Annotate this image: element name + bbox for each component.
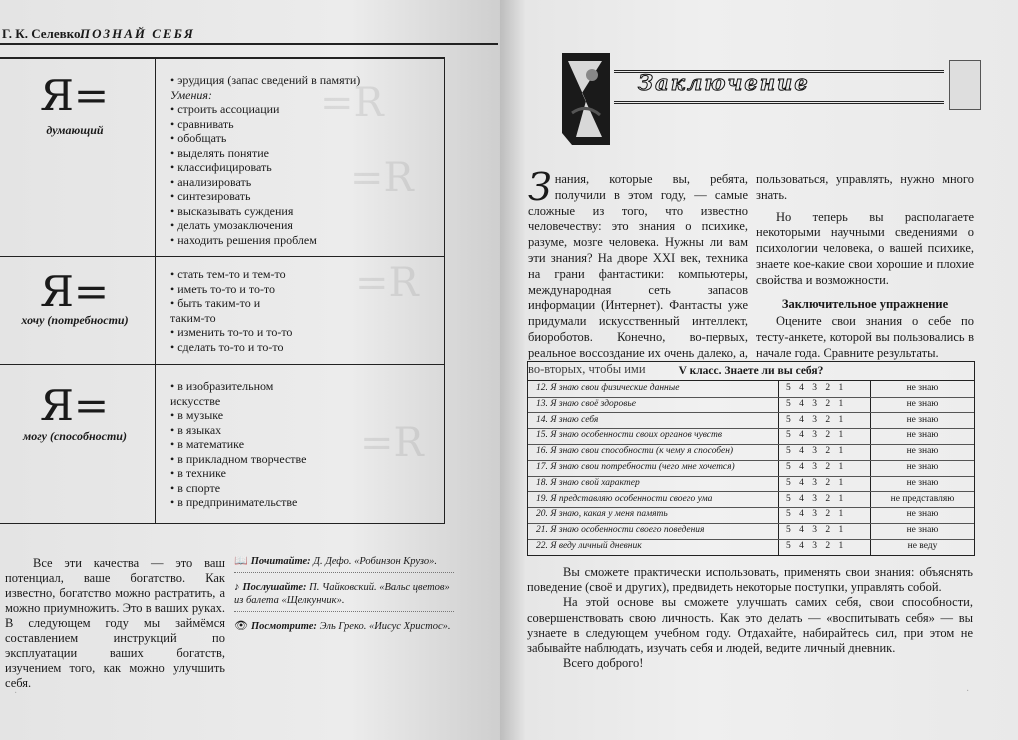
list-item: • в спорте — [170, 481, 435, 496]
question-text: 18. Я знаю свой характер — [536, 477, 640, 488]
rating-scale: 5 4 3 2 1 — [786, 430, 847, 441]
read-recommendation — [234, 555, 454, 573]
page-header — [0, 22, 498, 46]
negative-option: не знаю — [906, 509, 939, 520]
ref-label: Посмотрите: — [250, 621, 317, 632]
chapter-title-banner — [614, 60, 959, 104]
questionnaire-row — [528, 539, 974, 555]
list-item: • классифицировать — [170, 160, 435, 175]
rating-scale: 5 4 3 2 1 — [786, 541, 847, 551]
header-rule — [0, 43, 498, 45]
drop-cap: З — [528, 165, 552, 209]
list-text: Умения: — [170, 87, 212, 102]
rating-scale: 5 4 3 2 1 — [786, 398, 847, 409]
exercise-heading: Заключительное упражнение — [781, 296, 949, 311]
list-item: • находить решения проблем — [170, 233, 435, 248]
negative-option: не представляю — [890, 493, 955, 504]
bleed-through-glyph: =R — [350, 155, 414, 201]
questionnaire-row — [528, 523, 974, 540]
paragraph: Вы сможете практически использовать, применять свои знания: объяснять поведение (своё и других), предвидеть некоторые поступки, управлять собой. — [527, 565, 973, 595]
list-item: • стать тем-то и тем-то — [170, 267, 435, 282]
list-item: • в предпринимательстве — [170, 495, 435, 510]
list-item: • иметь то-то и то-то — [170, 282, 435, 297]
row-label: хочу (потребности) — [21, 313, 129, 327]
rating-scale: 5 4 3 2 1 — [786, 509, 847, 520]
row-label: думающий — [46, 123, 104, 137]
list-item: • в математике — [170, 437, 435, 452]
list-item: • сделать то-то и то-то — [170, 340, 435, 355]
question-text: 22. Я веду личный дневник — [536, 541, 642, 551]
list-item: • анализировать — [170, 175, 435, 190]
rating-scale: 5 4 3 2 1 — [786, 462, 847, 472]
negative-option: не знаю — [906, 414, 939, 425]
list-item: • эрудиция (запас сведений в памяти) — [170, 73, 435, 88]
ref-label: Почитайте: — [250, 556, 311, 567]
bleed-through-glyph: =R — [355, 260, 419, 306]
questionnaire-row — [528, 413, 974, 430]
negative-option: не веду — [907, 541, 938, 551]
list-item: • сравнивать — [170, 117, 435, 132]
page-edge-mark: · — [966, 686, 970, 697]
row-label: могу (способности) — [23, 429, 127, 443]
author-name: Г. К. Селевко. — [2, 26, 84, 41]
text-column-2 — [756, 172, 974, 368]
list-item: • строить ассоциации — [170, 102, 435, 117]
title-ornament — [949, 60, 981, 110]
list-item: • в языках — [170, 423, 435, 438]
question-text: 12. Я знаю свои физические данные — [536, 383, 680, 393]
table-row-thinking — [0, 58, 444, 257]
list-text: таким-то — [170, 310, 216, 325]
question-text: 20. Я знаю, какая у меня память — [536, 509, 668, 520]
series-title: ПОЗНАЙ СЕБЯ — [80, 26, 195, 41]
rating-scale: 5 4 3 2 1 — [786, 414, 847, 425]
list-item: • делать умозаключения — [170, 218, 435, 233]
closing-text — [527, 565, 973, 671]
question-text: 15. Я знаю особенности своих органов чувств — [536, 430, 723, 441]
text-column-1 — [528, 165, 748, 377]
question-text: 14. Я знаю себя — [536, 414, 599, 425]
list-item: • обобщать — [170, 131, 435, 146]
negative-option: не знаю — [906, 462, 939, 472]
negative-option: не знаю — [906, 398, 939, 409]
ya-symbol: Я= — [40, 267, 110, 316]
list-item: • в технике — [170, 466, 435, 481]
paragraph: Но теперь вы располагаете некоторыми научными сведениями о психологии человека, о вашей психике, знаете кое-какие свои хорошие и плохие свойства и возможности. — [756, 209, 974, 287]
list-item: • высказывать суждения — [170, 204, 435, 219]
paragraph: Оцените свои знания о себе по тесту-анкете, которой вы пользовались в начале года. Сравните результаты. — [756, 314, 974, 360]
list-item: • в музыке — [170, 408, 435, 423]
questionnaire-row — [528, 381, 974, 398]
left-page — [0, 0, 500, 740]
negative-option: не знаю — [906, 477, 939, 488]
wants-list — [170, 267, 435, 354]
potential-paragraph: Все эти качества — это ваш потенциал, ваше богатство. Как известно, богатство можно растратить, а можно приумножить. Это в ваших руках. В следующем году мы займёмся составлением инструкций по эксплуатации ваших богатств, изучением того, как можно улучшить себя. — [5, 556, 225, 690]
paragraph: пользоваться, управлять, нужно много знать. — [756, 172, 974, 202]
list-item: • изменить то-то и то-то — [170, 325, 435, 340]
recommendations — [234, 555, 454, 645]
table-row-wants — [0, 256, 444, 365]
negative-option: не знаю — [906, 446, 939, 457]
rating-scale: 5 4 3 2 1 — [786, 446, 847, 457]
ability-list — [170, 73, 435, 247]
rating-scale: 5 4 3 2 1 — [786, 383, 847, 393]
eye-icon: 👁 — [234, 620, 248, 632]
questionnaire-table — [527, 361, 975, 556]
list-item: • быть таким-то и — [170, 296, 435, 311]
chapter-emblem-icon — [562, 53, 610, 145]
list-item: • выделять понятие — [170, 146, 435, 161]
questionnaire-row — [528, 492, 974, 509]
watch-recommendation — [234, 620, 454, 637]
questionnaire-row — [528, 397, 974, 414]
ref-label: Послушайте: — [242, 582, 307, 593]
question-text: 19. Я представляю особенности своего ума — [536, 493, 713, 504]
can-list — [170, 379, 435, 510]
list-item: • в изобразительном — [170, 379, 435, 394]
questionnaire-row — [528, 476, 974, 493]
rating-scale: 5 4 3 2 1 — [786, 525, 847, 536]
bleed-through-glyph: =R — [320, 80, 384, 126]
page-edge-mark: · — [14, 688, 18, 699]
listen-recommendation — [234, 581, 454, 612]
ref-text: Эль Греко. «Иисус Христос». — [316, 621, 451, 632]
questionnaire-row — [528, 428, 974, 445]
list-item: • в прикладном творчестве — [170, 452, 435, 467]
column-text: нания, которые вы, ребята, получили в этом году, — самые сложные из того, что известно человечеству: это знания о психике, разуме, мозге человека. Нужны ли вам эти знания? На дворе XXI век, техника на грани фантастики: компьютеры, международная сеть запасов информации (Интернет). Фантасты уже придумали искусственный интеллект, биороботов. Конечно, во-первых, реальное воссоздание их очень далеко, а, во-вторых, чтобы ими — [528, 172, 748, 376]
question-text: 16. Я знаю свои способности (к чему я способен) — [536, 446, 734, 457]
ref-text: П. Чайковский. «Вальс цветов» из балета «Щелкунчик». — [234, 582, 450, 606]
questionnaire-row — [528, 507, 974, 524]
paragraph: На этой основе вы сможете улучшать самих себя, свои способности, совершенствовать свою личность. Как это делать — «воспитывать себя» — вы узнаете в следующем учебном году. Отдахайте, набирайтесь сил, при этом не забывайте наблюдать, изучать себя и людей, ведите личный дневник. — [527, 595, 973, 656]
question-text: 17. Я знаю свои потребности (чего мне хочется) — [536, 462, 735, 472]
ya-symbol: Я= — [40, 71, 110, 120]
negative-option: не знаю — [906, 430, 939, 441]
questionnaire-row — [528, 460, 974, 477]
list-item: • синтезировать — [170, 189, 435, 204]
negative-option: не знаю — [906, 525, 939, 536]
book-icon: 📖 — [234, 555, 248, 567]
table-row-can — [0, 364, 444, 524]
ref-text: Д. Дефо. «Робинзон Крузо». — [310, 556, 437, 567]
negative-option: не знаю — [906, 383, 939, 393]
question-text: 21. Я знаю особенности своего поведения — [536, 525, 705, 536]
farewell: Всего доброго! — [563, 656, 644, 671]
bleed-through-glyph: =R — [360, 420, 424, 466]
question-text: 13. Я знаю своё здоровье — [536, 398, 636, 409]
rating-scale: 5 4 3 2 1 — [786, 477, 847, 488]
rating-scale: 5 4 3 2 1 — [786, 493, 847, 504]
list-text: искусстве — [170, 393, 221, 408]
music-icon: ♪ — [234, 581, 240, 593]
self-table — [0, 57, 445, 524]
ya-symbol: Я= — [40, 381, 110, 430]
chapter-title: Заключение — [638, 70, 810, 95]
questionnaire-heading: V класс. Знаете ли вы себя? — [528, 362, 974, 381]
questionnaire-row — [528, 444, 974, 461]
